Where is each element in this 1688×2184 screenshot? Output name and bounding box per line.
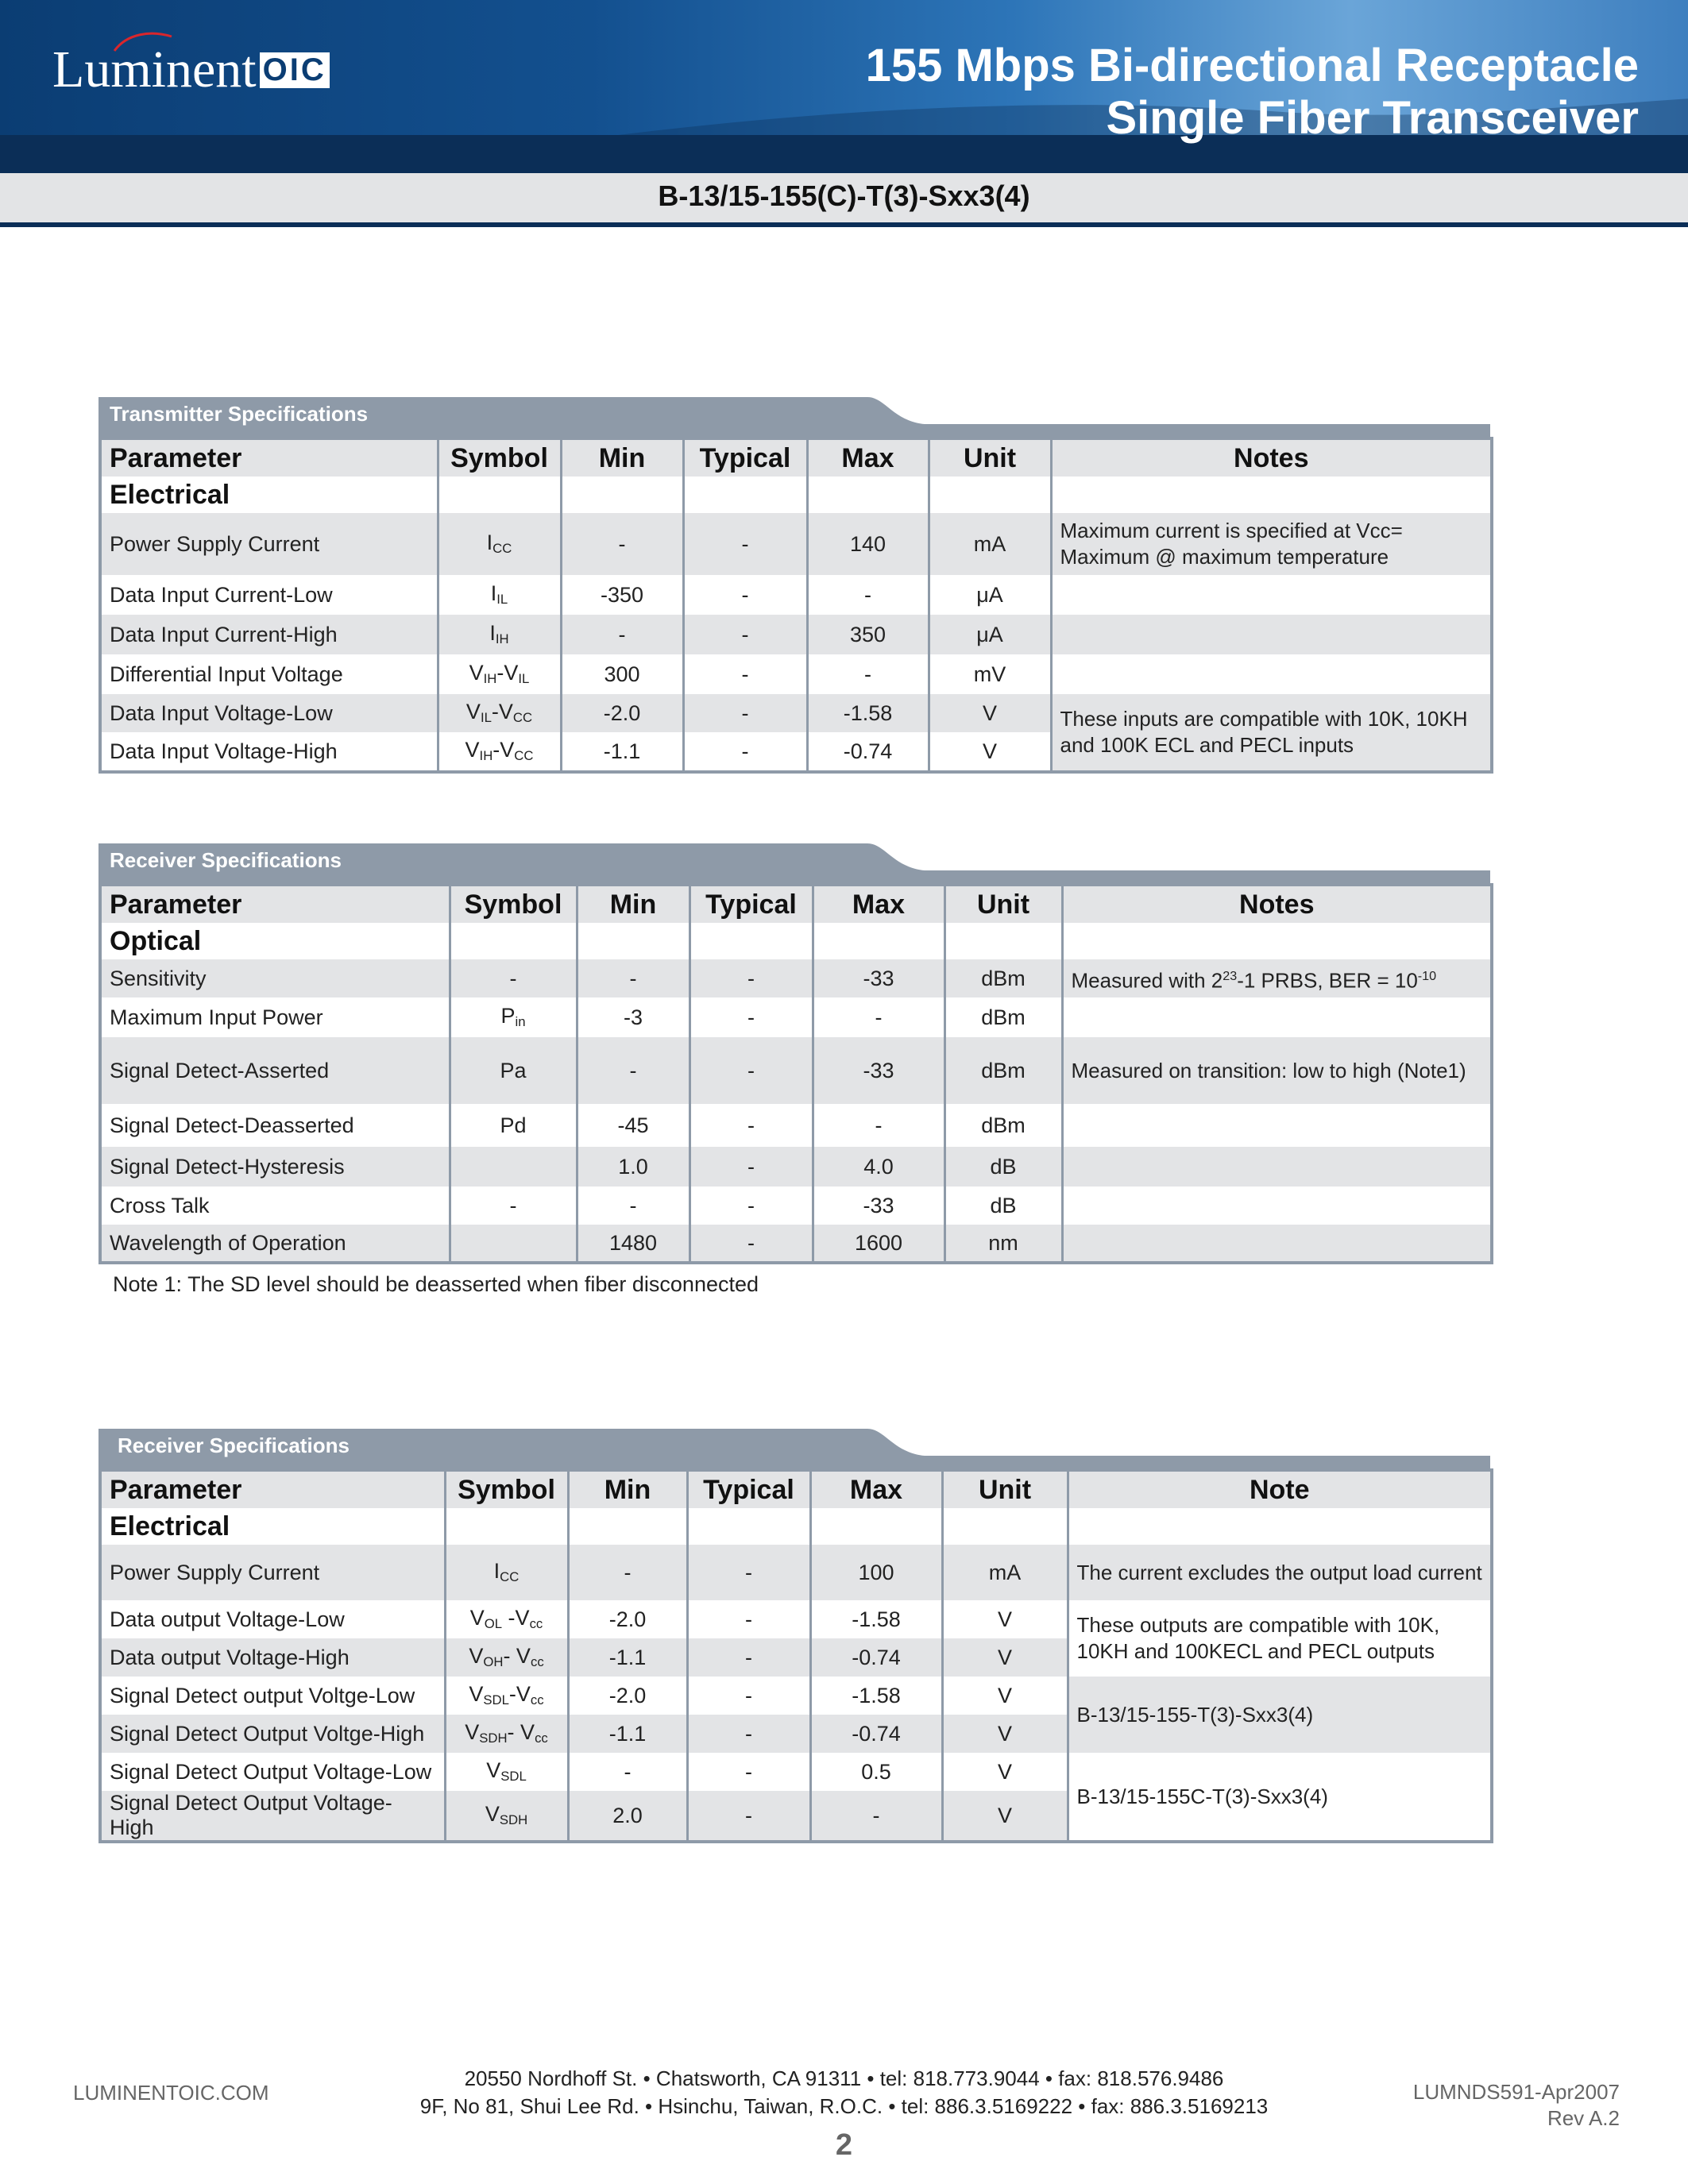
transmitter-spec-table [98, 437, 1493, 774]
cell-min: - [568, 1545, 687, 1600]
cell-unit: dB [944, 1187, 1062, 1225]
cell-parameter: Data Input Voltage-Low [100, 694, 438, 732]
table-header-row [100, 1470, 1492, 1508]
doc-id: LUMNDS591-Apr2007 [1412, 2080, 1620, 2104]
logo-text: Luminent [52, 41, 257, 98]
cell-min: - [577, 959, 689, 997]
cell-unit: V [942, 1677, 1068, 1715]
table-row [100, 654, 1492, 694]
cell-min: -2.0 [568, 1600, 687, 1638]
receiver-optical-section [98, 842, 1490, 1264]
table-row [100, 1187, 1492, 1225]
footnote: Note 1: The SD level should be deasserted when fiber disconnected [113, 1272, 759, 1296]
cell-max: -1.58 [807, 694, 929, 732]
section-header [98, 396, 1490, 437]
part-number: B-13/15-155(C)-T(3)-Sxx3(4) [658, 179, 1030, 212]
address-line-2: 9F, No 81, Shui Lee Rd. • Hsinchu, Taiwan, R.O.C. • tel: 886.3.5169222 • fax: 886.3.5169213 [419, 2094, 1269, 2118]
cell-symbol: Pd [450, 1104, 577, 1147]
transmitter-section [98, 396, 1490, 774]
cell-parameter: Data Input Current-Low [100, 575, 438, 615]
footer-doc-info [1413, 2079, 1620, 2132]
col-max: Max [813, 885, 944, 923]
table-row [100, 1037, 1492, 1104]
cell-typical: - [687, 1600, 810, 1638]
cell-unit: μA [929, 575, 1051, 615]
cell-unit: mA [942, 1545, 1068, 1600]
cell-max: - [813, 1104, 944, 1147]
cell-note [1062, 997, 1492, 1037]
cell-max: -0.74 [810, 1715, 942, 1753]
cell-max: 140 [807, 513, 929, 575]
cell-parameter: Data Input Current-High [100, 615, 438, 654]
col-symbol: Symbol [438, 438, 561, 477]
col-min: Min [577, 885, 689, 923]
cell-symbol: $V_{OL}$ $-V_{cc}$ [445, 1600, 568, 1638]
cell-note: These inputs are compatible with 10K, 10KH and 100K ECL and PECL inputs [1051, 694, 1492, 772]
cell-typical: - [683, 615, 807, 654]
table-row [100, 1545, 1492, 1600]
cell-parameter: Power Supply Current [100, 513, 438, 575]
cell-parameter: Signal Detect-Hysteresis [100, 1147, 450, 1187]
col-unit: Unit [942, 1470, 1068, 1508]
cell-symbol: - [450, 959, 577, 997]
cell-max: 1600 [813, 1225, 944, 1263]
cell-parameter: Sensitivity [100, 959, 450, 997]
col-parameter: Parameter [100, 1470, 445, 1508]
cell-min: -2.0 [561, 694, 683, 732]
cell-symbol: $I_{IL}$ [438, 575, 561, 615]
cell-min: - [561, 513, 683, 575]
table-row [100, 1600, 1492, 1638]
logo-suffix: OIC [260, 52, 330, 88]
col-symbol: Symbol [445, 1470, 568, 1508]
cell-parameter: Signal Detect-Deasserted [100, 1104, 450, 1147]
group-row [100, 923, 1492, 959]
cell-min: - [568, 1753, 687, 1791]
cell-min: -1.1 [568, 1638, 687, 1677]
group-label: Electrical [100, 1508, 445, 1545]
section-title: Receiver Specifications [118, 1433, 350, 1457]
cell-note [1062, 1104, 1492, 1147]
title-line-1: 155 Mbps Bi-directional Receptacle [865, 40, 1639, 91]
table-row [100, 1677, 1492, 1715]
cell-parameter: Cross Talk [100, 1187, 450, 1225]
page-number: 2 [835, 2128, 853, 2162]
cell-note: Maximum current is specified at Vcc= Maximum @ maximum temperature [1051, 513, 1492, 575]
cell-unit: V [942, 1791, 1068, 1842]
col-unit: Unit [929, 438, 1051, 477]
cell-typical: - [689, 1187, 813, 1225]
cell-symbol: $V_{IL}-V_{CC}$ [438, 694, 561, 732]
table-row [100, 694, 1492, 732]
cell-min: - [561, 615, 683, 654]
cell-parameter: Maximum Input Power [100, 997, 450, 1037]
cell-typical: - [687, 1677, 810, 1715]
col-max: Max [810, 1470, 942, 1508]
cell-parameter: Signal Detect output Voltge-Low [100, 1677, 445, 1715]
col-typical: Typical [687, 1470, 810, 1508]
col-symbol: Symbol [450, 885, 577, 923]
cell-max: 100 [810, 1545, 942, 1600]
cell-min: -3 [577, 997, 689, 1037]
cell-symbol: Pa [450, 1037, 577, 1104]
cell-unit: dBm [944, 1104, 1062, 1147]
cell-typical: - [683, 513, 807, 575]
cell-min: -1.1 [561, 732, 683, 772]
cell-symbol: $I_{CC}$ [438, 513, 561, 575]
cell-symbol [450, 1225, 577, 1263]
table-row [100, 959, 1492, 997]
cell-parameter: Data output Voltage-High [100, 1638, 445, 1677]
cell-max: -1.58 [810, 1677, 942, 1715]
cell-typical: - [689, 1225, 813, 1263]
cell-unit: dBm [944, 959, 1062, 997]
cell-max: -33 [813, 1187, 944, 1225]
cell-note [1051, 654, 1492, 694]
table-header-row [100, 438, 1492, 477]
section-header [98, 842, 1490, 883]
cell-max: - [813, 997, 944, 1037]
cell-symbol: - [450, 1187, 577, 1225]
cell-note [1051, 615, 1492, 654]
cell-typical: - [687, 1715, 810, 1753]
table-row [100, 1147, 1492, 1187]
cell-unit: V [942, 1753, 1068, 1791]
revision: Rev A.2 [1547, 2106, 1620, 2130]
cell-min: - [577, 1187, 689, 1225]
cell-note [1062, 1225, 1492, 1263]
section-header [98, 1427, 1490, 1468]
section-title: Receiver Specifications [110, 848, 342, 872]
table-row [100, 1225, 1492, 1263]
cell-typical: - [687, 1545, 810, 1600]
cell-typical: - [689, 1104, 813, 1147]
cell-symbol: $V_{SDL}-V_{cc}$ [445, 1677, 568, 1715]
col-notes: Notes [1051, 438, 1492, 477]
table-row [100, 1753, 1492, 1791]
cell-note [1062, 1147, 1492, 1187]
cell-typical: - [687, 1638, 810, 1677]
cell-max: 4.0 [813, 1147, 944, 1187]
col-max: Max [807, 438, 929, 477]
cell-typical: - [683, 654, 807, 694]
col-parameter: Parameter [100, 438, 438, 477]
group-label: Electrical [100, 477, 438, 513]
cell-parameter: Data Input Voltage-High [100, 732, 438, 772]
col-parameter: Parameter [100, 885, 450, 923]
cell-parameter: Signal Detect Output Voltage-Low [100, 1753, 445, 1791]
col-min: Min [568, 1470, 687, 1508]
cell-max: -1.58 [810, 1600, 942, 1638]
cell-min: -1.1 [568, 1715, 687, 1753]
cell-symbol: $I_{CC}$ [445, 1545, 568, 1600]
cell-max: 0.5 [810, 1753, 942, 1791]
cell-typical: - [689, 1147, 813, 1187]
cell-unit: dBm [944, 1037, 1062, 1104]
cell-unit: V [942, 1638, 1068, 1677]
cell-min: -350 [561, 575, 683, 615]
cell-symbol: $V_{IH}-V_{CC}$ [438, 732, 561, 772]
cell-unit: nm [944, 1225, 1062, 1263]
cell-unit: dB [944, 1147, 1062, 1187]
cell-parameter: Wavelength of Operation [100, 1225, 450, 1263]
cell-unit: μA [929, 615, 1051, 654]
cell-unit: V [929, 694, 1051, 732]
table-row [100, 997, 1492, 1037]
cell-unit: mA [929, 513, 1051, 575]
col-typical: Typical [689, 885, 813, 923]
col-unit: Unit [944, 885, 1062, 923]
cell-typical: - [687, 1753, 810, 1791]
cell-symbol: $P_{in}$ [450, 997, 577, 1037]
cell-min: 300 [561, 654, 683, 694]
cell-typical: - [689, 997, 813, 1037]
cell-note: These outputs are compatible with 10K, 10KH and 100KECL and PECL outputs [1068, 1600, 1492, 1677]
table-row [100, 1104, 1492, 1147]
cell-symbol: $V_{SDL}$ [445, 1753, 568, 1791]
section-title: Transmitter Specifications [110, 402, 369, 426]
cell-note: The current excludes the output load current [1068, 1545, 1492, 1600]
cell-min: -45 [577, 1104, 689, 1147]
table-row [100, 615, 1492, 654]
col-typical: Typical [683, 438, 807, 477]
cell-min: 2.0 [568, 1791, 687, 1842]
col-min: Min [561, 438, 683, 477]
cell-min: 1480 [577, 1225, 689, 1263]
cell-typical: - [689, 1037, 813, 1104]
cell-note: Measured with $2^{23}-1$ PRBS, BER = $10^{-10}$ [1062, 959, 1492, 997]
col-notes: Notes [1062, 885, 1492, 923]
cell-note: Measured on transition: low to high (Note1) [1062, 1037, 1492, 1104]
cell-unit: V [942, 1600, 1068, 1638]
cell-parameter: Signal Detect-Asserted [100, 1037, 450, 1104]
cell-min: 1.0 [577, 1147, 689, 1187]
cell-unit: V [942, 1715, 1068, 1753]
cell-note [1062, 1187, 1492, 1225]
cell-note: B-13/15-155-T(3)-Sxx3(4) [1068, 1677, 1492, 1753]
cell-max: -0.74 [807, 732, 929, 772]
cell-symbol: $V_{OH}-$ $V_{cc}$ [445, 1638, 568, 1677]
cell-min: - [577, 1037, 689, 1104]
cell-typical: - [687, 1791, 810, 1842]
group-label: Optical [100, 923, 450, 959]
cell-unit: dBm [944, 997, 1062, 1037]
cell-symbol: $V_{IH}-V_{IL}$ [438, 654, 561, 694]
cell-min: -2.0 [568, 1677, 687, 1715]
cell-max: -33 [813, 959, 944, 997]
cell-typical: - [683, 575, 807, 615]
table-row [100, 513, 1492, 575]
cell-note: B-13/15-155C-T(3)-Sxx3(4) [1068, 1753, 1492, 1842]
table-header-row [100, 885, 1492, 923]
cell-unit: mV [929, 654, 1051, 694]
cell-symbol: $V_{SDH}-$ $V_{cc}$ [445, 1715, 568, 1753]
receiver-electrical-spec-table [98, 1468, 1493, 1843]
col-note: Note [1068, 1470, 1492, 1508]
cell-parameter: Signal Detect Output Voltage-High [100, 1791, 445, 1842]
cell-typical: - [689, 959, 813, 997]
cell-parameter: Data output Voltage-Low [100, 1600, 445, 1638]
receiver-optical-spec-table [98, 883, 1493, 1264]
table-row [100, 575, 1492, 615]
address-line-1: 20550 Nordhoff St. • Chatsworth, CA 91311 • tel: 818.773.9044 • fax: 818.576.9486 [464, 2066, 1224, 2090]
cell-max: -33 [813, 1037, 944, 1104]
document-title [866, 40, 1639, 145]
cell-parameter: Power Supply Current [100, 1545, 445, 1600]
cell-parameter: Signal Detect Output Voltge-High [100, 1715, 445, 1753]
cell-symbol: $V_{SDH}$ [445, 1791, 568, 1842]
cell-symbol [450, 1147, 577, 1187]
cell-max: - [810, 1791, 942, 1842]
cell-unit: V [929, 732, 1051, 772]
group-row [100, 1508, 1492, 1545]
cell-typical: - [683, 694, 807, 732]
receiver-electrical-section [98, 1427, 1490, 1843]
group-row [100, 477, 1492, 513]
cell-typical: - [683, 732, 807, 772]
title-line-2: Single Fiber Transceiver [1106, 92, 1639, 144]
cell-max: 350 [807, 615, 929, 654]
cell-max: - [807, 654, 929, 694]
footer-website: LUMINENTOIC.COM [73, 2081, 269, 2105]
company-logo [52, 40, 330, 100]
cell-max: -0.74 [810, 1638, 942, 1677]
cell-max: - [807, 575, 929, 615]
cell-note [1051, 575, 1492, 615]
cell-parameter: Differential Input Voltage [100, 654, 438, 694]
cell-symbol: $I_{IH}$ [438, 615, 561, 654]
